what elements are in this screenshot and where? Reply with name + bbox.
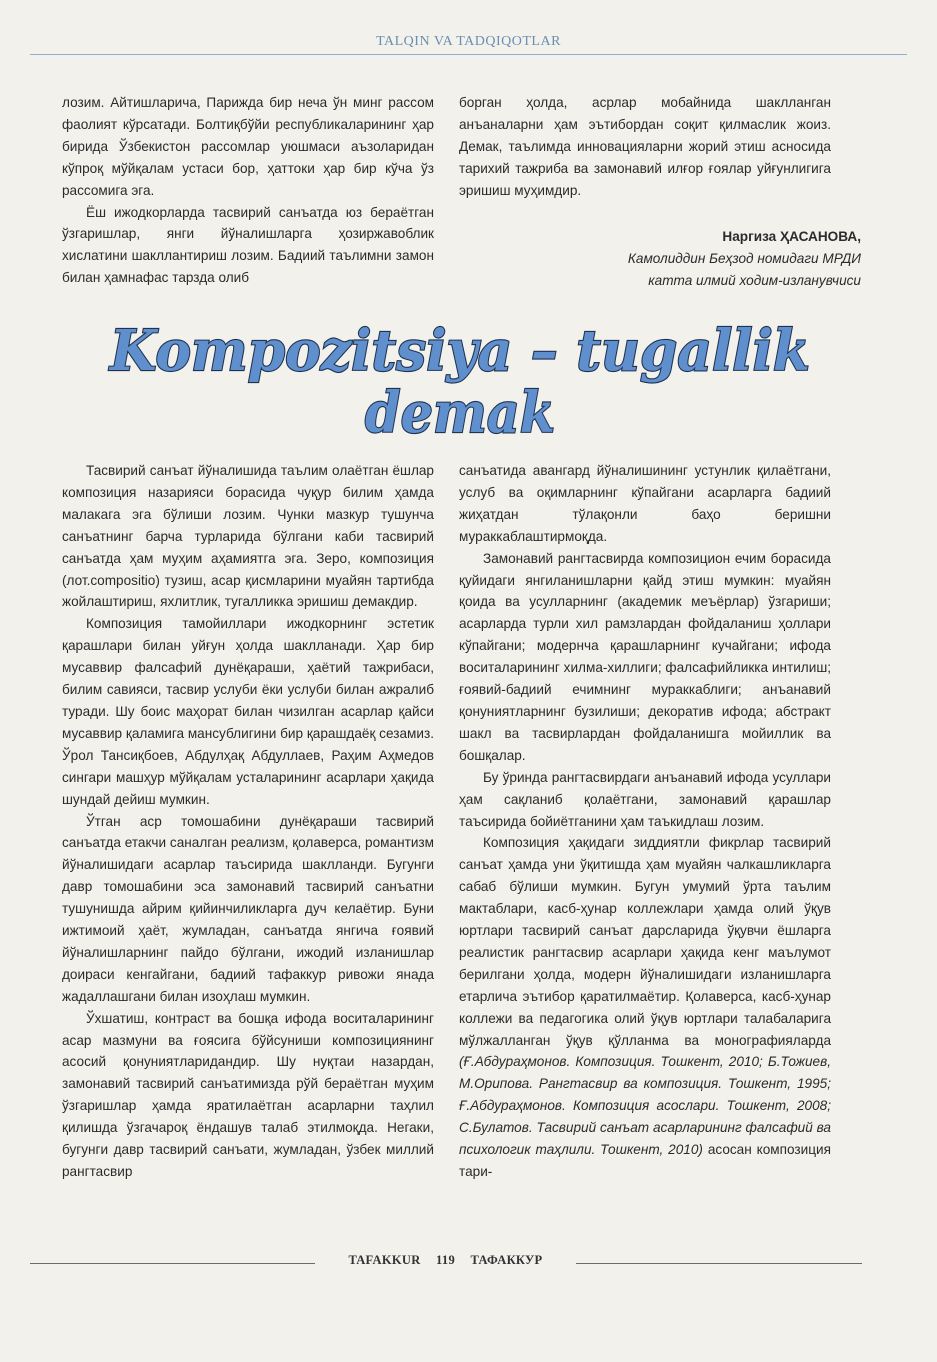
paragraph: Ёш ижодкорларда тасвирий санъатда юз бераётган ўзгаришлар, янги йўналишларга ҳозиржавоблик хислатини шакллантириш лозим. Бадиий таълимни замон билан ҳамнафас тарзда олиб: [62, 204, 434, 286]
paragraph: лозим. Айтишларича, Парижда бир неча ўн минг рассом фаолият кўрсатади. Болтиқбўйи республикаларининг ҳар бирида Ўзбекистон рассомлар уюшмаси аъзоларидан кўпроқ мўйқалам устаси бор, ҳаттоки ҳар бир кўча ўз рассомига эга.: [62, 95, 434, 198]
header-rule: [30, 54, 907, 55]
footer-magazine-latin: TAFAKKUR: [348, 1253, 421, 1267]
running-header: TALQIN VA TADQIQOTLAR: [376, 34, 561, 49]
paragraph: Ўхшатиш, контраст ва бошқа ифода воситаларининг асар мазмуни ва ғоясига бўйсуниши композициянинг асосий қонуниятларидандир. Шу нуқтаи назардан, замонавий тасвирий санъатимизда рўй бераётган муҳим ўзгаришлар ҳамда яратилаётган асарларни таҳлил қилишда ўзгачароқ ёндашув талаб этилмоқда. Негаки, бугунги давр тасвирий санъати, жумладан, ўзбек миллий рангтасвир: [62, 1010, 434, 1179]
article-title: [60, 310, 880, 450]
citation: (Ғ.Абдураҳмонов. Композиция. Тошкент, 2010; Б.Тожиев, М.Орипова. Рангтасвир ва композиция. Тошкент, 1995; Ғ.Абдураҳмонов. Композиция асослари. Тошкент, 2008; С.Булатов. Тасвирий санъат асарларининг фалсафий ва психологик таҳлили. Тошкент, 2010): [459, 1054, 831, 1158]
bottom-right-column: [459, 460, 831, 1183]
top-left-column: [62, 92, 434, 289]
paragraph: Тасвирий санъат йўналишида таълим олаётган ёшлар композиция назарияси борасида чуқур билим ҳамда малакага эга бўлиши лозим. Чунки мазкур тушунча санъатнинг барча турларида бўлгани каби тасвирий санъатда ҳам муҳим аҳамиятга эга. Зеро, композиция (лот.compositio) тузиш, асар қисмларини муайян тартибда жойлаштириш, яхлитлик, тугалликка эришиш демакдир.: [62, 463, 434, 610]
author-position: катта илмий ходим-изланувчиси: [648, 272, 861, 288]
paragraph: Ўтган аср томошабини дунёқараши тасвирий санъатда етакчи саналган реализм, қолаверса, романтизм йўналишидаги асарлар таъсирида шаклланди. Бугунги давр томошабини эса замонавий тасвирий санъатни тушунишда айрим қийинчиликларга дуч келаётир. Буни ижтимоий ҳаёт, жумладан, санъатда янгича ғоявий йўналишларнинг пайдо бўлгани, ижодий изланишлар доираси кенгайгани, бадиий тафаккур ривожи янада жадаллашгани билан изоҳлаш мумкин.: [62, 813, 434, 1004]
title-line-2: demak: [365, 380, 555, 446]
title-line-1: Kompozitsiya – tugallik: [108, 318, 811, 384]
paragraph: Композиция тамойиллари ижодкорнинг эстетик қарашлари билан уйғун ҳолда шаклланади. Ҳар бир мусаввир фалсафий дунёқараши, ҳаётий тажрибаси, билим савияси, тасвир услуби ёки услуби билан ажралиб туради. Шу боис маҳорат билан чизилган асарлар қайси мусаввир қаламига мансублигини бир қарашдаёқ сезамиз. Ўрол Тансиқбоев, Абдулҳақ Абдуллаев, Раҳим Аҳмедов сингари машҳур мўйқалам усталарининг асарлари ҳақида шундай дейиш мумкин.: [62, 616, 434, 807]
page-number: 119: [436, 1253, 455, 1267]
footer-rule-right: [576, 1263, 862, 1264]
footer-rule-left: [30, 1263, 315, 1264]
paragraph: санъатида авангард йўналишининг устунлик қилаётгани, услуб ва оқимларнинг кўпайгани асарларга бадиий жиҳатдан тўлақонли баҳо беришни мураккаблаштирмоқда.: [459, 463, 831, 544]
top-right-column: [459, 92, 831, 202]
paragraph-tail: асосан композиция тари-: [459, 1142, 831, 1179]
paragraph: Замонавий рангтасвирда композицион ечим борасида қуйидаги янгиланишларни қайд этиш мумкин: муайян қоида ва усулларнинг (академик меъёрлар) ўзгариши; асарларда турли хил рамзлардан фойдаланиш ҳоллари кўпайгани; модернча қарашларнинг кучайгани; ифода воситаларининг хилма-хиллиги; фалсафийликка интилиш; ғоявий-бадиий ечимнинг мураккаблиги; анъанавий қонуниятларнинг бузилиши; декоратив ифода; абстракт шакл ва тасвирлардан фойдаланишга мойиллик ва бошқалар.: [459, 550, 831, 763]
paragraph-with-citation: [459, 832, 831, 1183]
paragraph: Бу ўринда рангтасвирдаги анъанавий ифода усуллари ҳам сақланиб қолаётгани, замонавий қарашлар таъсирида бойиётганини ҳам таъкидлаш лозим.: [459, 769, 831, 829]
page-footer: [315, 1253, 576, 1268]
paragraph: борган ҳолда, асрлар мобайнида шаклланган анъаналарни ҳам эътибордан соқит қилмаслик жоиз. Демак, таълимда инновацияларни жорий этиш асносида тарихий тажриба ва замонавий илғор ғоялар уйғунлигига эришиш муҳимдир.: [459, 95, 831, 198]
author-signature: [459, 226, 861, 292]
author-name: Наргиза ҲАСАНОВА,: [722, 229, 861, 244]
footer-magazine-cyrillic: ТАФАККУР: [470, 1253, 543, 1267]
bottom-left-column: [62, 460, 434, 1183]
author-affiliation: Камолиддин Беҳзод номидаги МРДИ: [627, 250, 861, 266]
paragraph-text: Композиция ҳақидаги зиддиятли фикрлар тасвирий санъат ҳамда уни ўқитишда ҳам муайян чалкашликларга сабаб бўлиши мумкин. Бугун умумий ўрта таълим мактаблари, касб-ҳунар коллежлари ҳамда олий ўқув юртлари тасвирий санъат дарсларида ўқувчи ёшларга реалистик рангтасвир асарлари ҳақида кенг маълумот берилгани ҳолда, модерн йўналишидаги изланишларга етарлича эътибор қаратилмаётир. Қолаверса, касб-ҳунар коллежи ва педагогика олий ўқув юртлари талабаларига мўлжалланган ўқув қўлланма ва монографияларда: [459, 835, 831, 1048]
